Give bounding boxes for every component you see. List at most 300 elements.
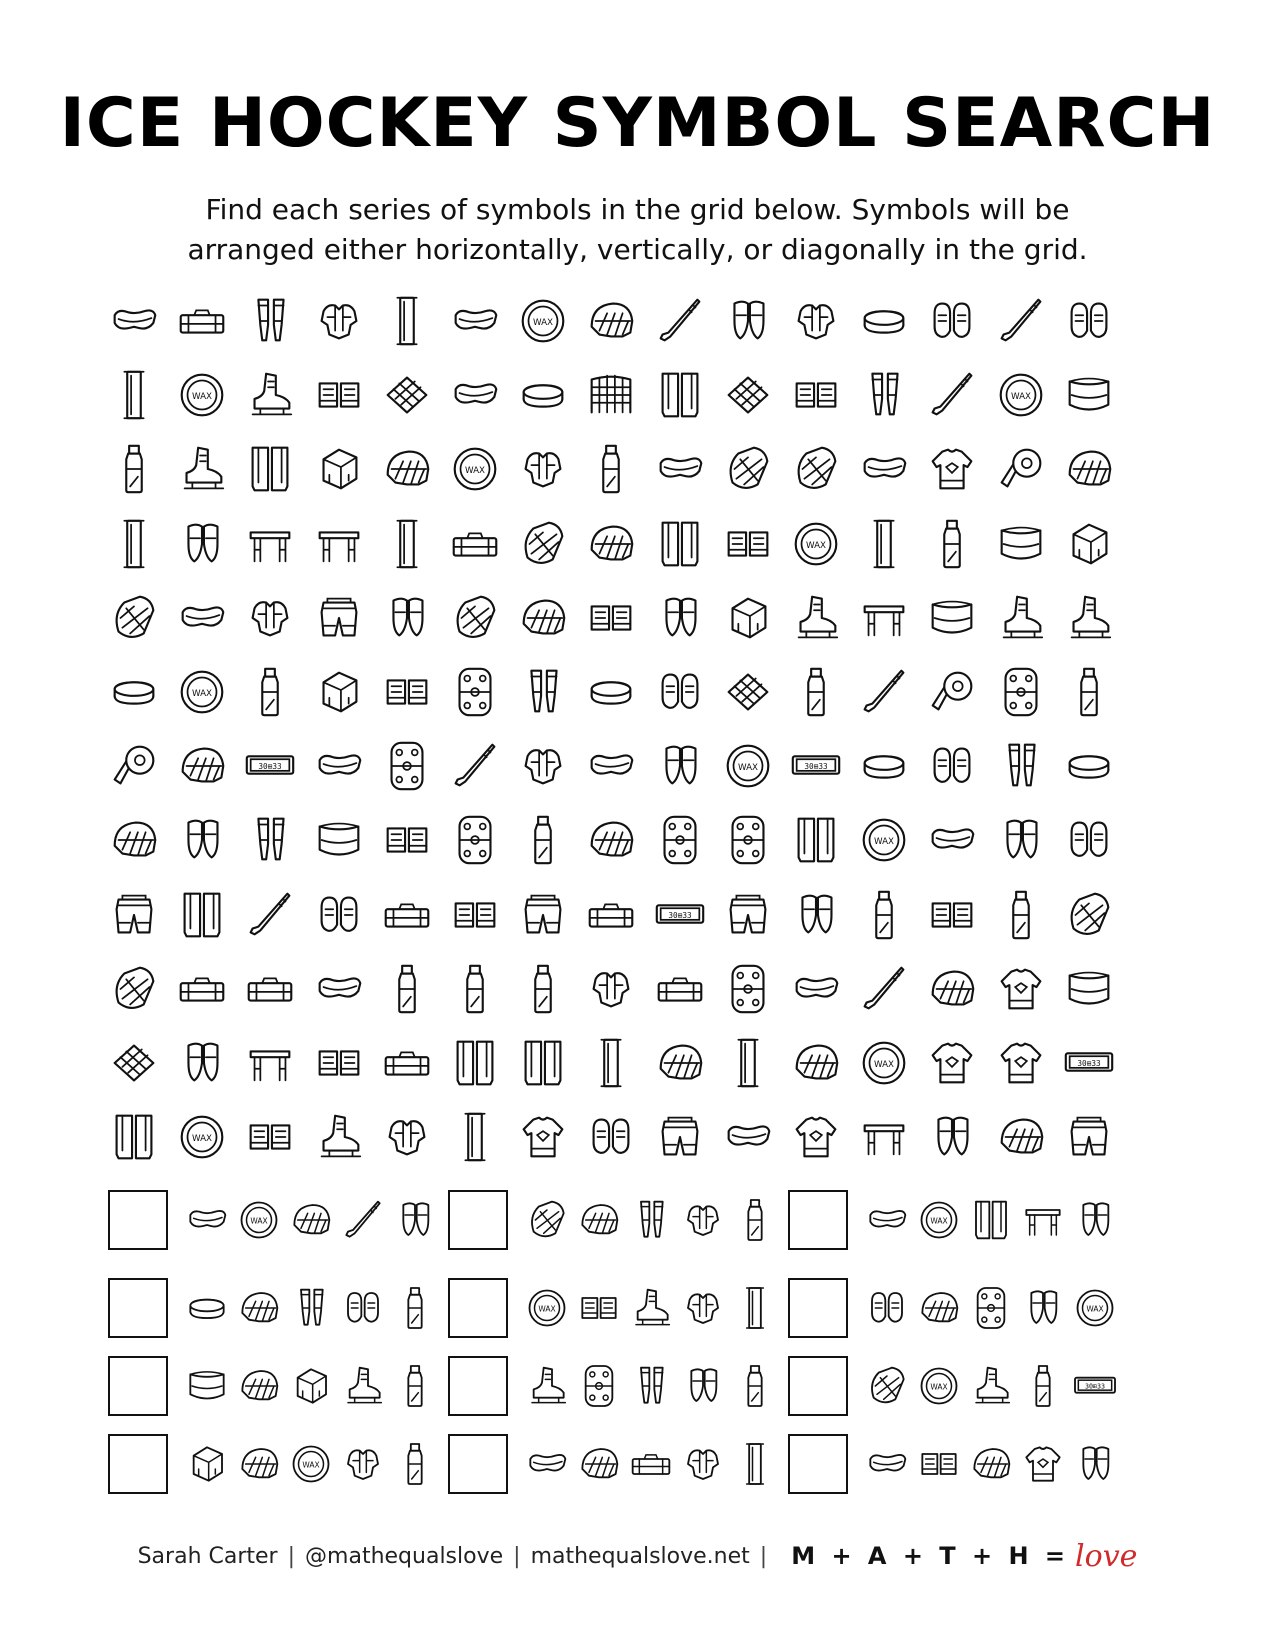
jersey-icon[interactable]	[923, 1034, 981, 1092]
author-name: Sarah Carter	[137, 1543, 278, 1569]
shin-guards-icon[interactable]	[173, 811, 231, 869]
socks-icon[interactable]	[514, 663, 572, 721]
socks-icon[interactable]	[241, 292, 299, 350]
gloves-icon[interactable]	[1060, 811, 1118, 869]
skate-icon[interactable]	[992, 589, 1050, 647]
water-bottle-icon[interactable]	[514, 960, 572, 1018]
gloves-icon[interactable]	[923, 292, 981, 350]
clue-symbol-sequence	[182, 1361, 442, 1411]
goalie-mask-icon[interactable]	[446, 589, 504, 647]
ice-cube-icon	[182, 1439, 232, 1489]
clue-symbol-sequence	[862, 1283, 1122, 1333]
mouthguard-icon	[862, 1439, 912, 1489]
shoulder-pads-icon	[678, 1195, 728, 1245]
skate-icon[interactable]	[241, 366, 299, 424]
wax-puck-icon[interactable]	[855, 811, 913, 869]
clue-symbol-sequence	[182, 1439, 442, 1489]
bench-icon[interactable]	[310, 515, 368, 573]
brand-love: love	[1075, 1538, 1138, 1574]
svg-text:WAX: WAX	[1086, 1304, 1104, 1314]
clue-symbol-sequence	[522, 1439, 782, 1489]
elbow-pads-icon[interactable]	[787, 366, 845, 424]
gloves-icon[interactable]	[1060, 292, 1118, 350]
mouthguard-icon[interactable]	[105, 292, 163, 350]
rink-icon	[574, 1361, 624, 1411]
checkbox[interactable]	[108, 1278, 168, 1338]
hockey-stick-icon[interactable]	[446, 737, 504, 795]
rink-icon[interactable]	[446, 811, 504, 869]
svg-text:WAX: WAX	[874, 837, 895, 848]
wax-puck-icon	[914, 1361, 964, 1411]
helmet-icon[interactable]	[173, 737, 231, 795]
tape-roll-icon[interactable]	[992, 440, 1050, 498]
helmet-icon[interactable]	[923, 960, 981, 1018]
elbow-pads-icon[interactable]	[378, 663, 436, 721]
water-bottle-icon[interactable]	[582, 440, 640, 498]
goalie-mask-icon	[522, 1195, 572, 1245]
bench-icon[interactable]	[855, 589, 913, 647]
ice-cube-icon[interactable]	[310, 440, 368, 498]
puck-icon[interactable]	[855, 737, 913, 795]
hockey-stick-icon[interactable]	[855, 960, 913, 1018]
hockey-stick-icon	[338, 1195, 388, 1245]
wax-puck-icon	[522, 1283, 572, 1333]
hockey-stick-icon[interactable]	[651, 292, 709, 350]
hockey-stick-icon[interactable]	[241, 886, 299, 944]
shoulder-pads-icon[interactable]	[582, 960, 640, 1018]
clue-item	[788, 1188, 1122, 1252]
goalie-pads-icon[interactable]	[105, 1108, 163, 1166]
jersey-icon[interactable]	[992, 960, 1050, 1018]
jersey-icon[interactable]	[787, 1108, 845, 1166]
clue-symbol-sequence	[182, 1283, 442, 1333]
goal-post-icon[interactable]	[719, 1034, 777, 1092]
equipment-bag-icon[interactable]	[651, 960, 709, 1018]
shin-guards-icon[interactable]	[719, 292, 777, 350]
goalie-mask-icon[interactable]	[514, 515, 572, 573]
svg-text:WAX: WAX	[533, 317, 554, 328]
goalie-mask-icon	[862, 1361, 912, 1411]
tape-roll-icon[interactable]	[105, 737, 163, 795]
socks-icon[interactable]	[241, 811, 299, 869]
footer	[0, 1536, 1275, 1576]
water-bottle-icon	[390, 1361, 440, 1411]
water-bottle-icon[interactable]	[787, 663, 845, 721]
hockey-pants-icon[interactable]	[651, 1108, 709, 1166]
svg-text:WAX: WAX	[192, 688, 213, 699]
helmet-icon[interactable]	[582, 515, 640, 573]
clue-symbol-sequence	[862, 1439, 1122, 1489]
mouthguard-icon	[182, 1195, 232, 1245]
towel-icon[interactable]	[719, 663, 777, 721]
hockey-pants-icon[interactable]	[719, 886, 777, 944]
water-bottle-icon[interactable]	[378, 960, 436, 1018]
checkbox[interactable]	[788, 1356, 848, 1416]
equipment-bag-icon[interactable]	[241, 960, 299, 1018]
wax-puck-icon[interactable]	[446, 440, 504, 498]
scoreboard-icon[interactable]	[1060, 1034, 1118, 1092]
water-bottle-icon[interactable]	[241, 663, 299, 721]
goalie-pads-icon[interactable]	[651, 515, 709, 573]
wax-puck-icon[interactable]	[719, 737, 777, 795]
helmet-icon	[234, 1283, 284, 1333]
mouthguard-icon[interactable]	[310, 960, 368, 1018]
skate-icon	[966, 1361, 1016, 1411]
wax-puck-icon[interactable]	[173, 1108, 231, 1166]
water-bottle-icon[interactable]	[1060, 663, 1118, 721]
goal-post-icon[interactable]	[855, 515, 913, 573]
skate-icon[interactable]	[1060, 589, 1118, 647]
checkbox[interactable]	[788, 1278, 848, 1338]
clue-item	[108, 1432, 442, 1496]
shoulder-pads-icon	[678, 1439, 728, 1489]
ice-cube-icon[interactable]	[1060, 515, 1118, 573]
checkbox[interactable]	[788, 1434, 848, 1494]
helmet-icon[interactable]	[651, 1034, 709, 1092]
clue-item	[448, 1188, 782, 1252]
goalie-pads-icon[interactable]	[241, 440, 299, 498]
instructions	[120, 190, 1155, 270]
elbow-pads-icon[interactable]	[923, 886, 981, 944]
shin-guards-icon	[1070, 1195, 1120, 1245]
helmet-icon	[574, 1195, 624, 1245]
mouthguard-icon[interactable]	[173, 589, 231, 647]
svg-text:WAX: WAX	[930, 1216, 948, 1226]
hockey-pants-icon[interactable]	[105, 886, 163, 944]
skate-icon	[522, 1361, 572, 1411]
goalie-pads-icon[interactable]	[173, 886, 231, 944]
equipment-bag-icon	[626, 1439, 676, 1489]
svg-text:WAX: WAX	[805, 540, 827, 551]
water-bottle-icon[interactable]	[923, 515, 981, 573]
goalie-pads-icon	[966, 1195, 1016, 1245]
water-bottle-icon	[730, 1195, 780, 1245]
equipment-bag-icon[interactable]	[173, 960, 231, 1018]
skate-icon	[338, 1361, 388, 1411]
rink-icon[interactable]	[719, 960, 777, 1018]
wax-puck-icon[interactable]	[787, 515, 845, 573]
svg-text:30⊞33: 30⊞33	[258, 762, 283, 772]
shin-guards-icon[interactable]	[173, 1034, 231, 1092]
checkbox[interactable]	[448, 1434, 508, 1494]
social-handle: @mathequalslove	[305, 1543, 504, 1569]
puck-icon[interactable]	[105, 663, 163, 721]
elbow-pads-icon[interactable]	[719, 515, 777, 573]
elbow-pads-icon[interactable]	[310, 1034, 368, 1092]
mouthguard-icon[interactable]	[446, 366, 504, 424]
skate-icon[interactable]	[173, 440, 231, 498]
svg-text:30⊞33: 30⊞33	[804, 762, 828, 772]
puck-icon[interactable]	[514, 366, 572, 424]
neck-guard-icon[interactable]	[310, 811, 368, 869]
hockey-pants-icon[interactable]	[514, 886, 572, 944]
equipment-bag-icon[interactable]	[378, 1034, 436, 1092]
water-bottle-icon	[1018, 1361, 1068, 1411]
checkbox[interactable]	[108, 1434, 168, 1494]
mouthguard-icon[interactable]	[787, 960, 845, 1018]
water-bottle-icon[interactable]	[992, 886, 1050, 944]
checkbox[interactable]	[448, 1190, 508, 1250]
instructions-line-1: Find each series of symbols in the grid below. Symbols will be	[205, 193, 1070, 226]
scoreboard-icon[interactable]	[651, 886, 709, 944]
helmet-icon[interactable]	[787, 1034, 845, 1092]
bench-icon	[1018, 1195, 1068, 1245]
shin-guards-icon[interactable]	[651, 589, 709, 647]
clue-item	[788, 1354, 1122, 1418]
scoreboard-icon[interactable]	[787, 737, 845, 795]
wax-puck-icon	[1070, 1283, 1120, 1333]
hockey-pants-icon[interactable]	[310, 589, 368, 647]
water-bottle-icon[interactable]	[105, 440, 163, 498]
clue-item	[108, 1188, 442, 1252]
wax-puck-icon[interactable]	[992, 366, 1050, 424]
wax-puck-icon[interactable]	[855, 1034, 913, 1092]
goalie-mask-icon[interactable]	[787, 440, 845, 498]
shoulder-pads-icon[interactable]	[787, 292, 845, 350]
goalie-pads-icon[interactable]	[514, 1034, 572, 1092]
puck-icon[interactable]	[855, 292, 913, 350]
rink-icon[interactable]	[719, 811, 777, 869]
wax-puck-icon	[234, 1195, 284, 1245]
shin-guards-icon	[678, 1361, 728, 1411]
hockey-pants-icon[interactable]	[1060, 1108, 1118, 1166]
svg-text:WAX: WAX	[302, 1460, 320, 1470]
shin-guards-icon[interactable]	[378, 589, 436, 647]
clue-list	[108, 1188, 1168, 1524]
helmet-icon	[234, 1439, 284, 1489]
shin-guards-icon[interactable]	[923, 1108, 981, 1166]
checkbox[interactable]	[108, 1356, 168, 1416]
footer-separator: |	[287, 1543, 296, 1569]
shoulder-pads-icon[interactable]	[514, 440, 572, 498]
mouthguard-icon[interactable]	[310, 737, 368, 795]
ice-cube-icon[interactable]	[310, 663, 368, 721]
mouthguard-icon[interactable]	[855, 440, 913, 498]
hockey-stick-icon[interactable]	[923, 366, 981, 424]
water-bottle-icon[interactable]	[446, 960, 504, 1018]
bench-icon[interactable]	[241, 515, 299, 573]
rink-icon[interactable]	[651, 811, 709, 869]
goal-post-icon	[730, 1439, 780, 1489]
svg-text:WAX: WAX	[192, 1134, 213, 1145]
clue-item	[448, 1276, 782, 1340]
helmet-icon[interactable]	[514, 589, 572, 647]
svg-text:WAX: WAX	[930, 1382, 948, 1392]
equipment-bag-icon[interactable]	[446, 515, 504, 573]
skate-icon[interactable]	[310, 1108, 368, 1166]
clue-item	[788, 1432, 1122, 1496]
shin-guards-icon	[1070, 1439, 1120, 1489]
wax-puck-icon	[286, 1439, 336, 1489]
shin-guards-icon	[390, 1195, 440, 1245]
mouthguard-icon[interactable]	[719, 1108, 777, 1166]
jersey-icon[interactable]	[992, 1034, 1050, 1092]
neck-guard-icon	[182, 1361, 232, 1411]
shin-guards-icon[interactable]	[787, 886, 845, 944]
mouthguard-icon	[862, 1195, 912, 1245]
mouthguard-icon[interactable]	[582, 737, 640, 795]
equipment-bag-icon[interactable]	[582, 886, 640, 944]
clue-item	[108, 1276, 442, 1340]
socks-icon	[286, 1283, 336, 1333]
wax-puck-icon[interactable]	[173, 663, 231, 721]
socks-icon	[626, 1195, 676, 1245]
tape-roll-icon[interactable]	[923, 663, 981, 721]
goalie-mask-icon[interactable]	[1060, 886, 1118, 944]
hockey-stick-icon[interactable]	[855, 663, 913, 721]
puck-icon[interactable]	[1060, 737, 1118, 795]
helmet-icon[interactable]	[992, 1108, 1050, 1166]
shoulder-pads-icon	[338, 1439, 388, 1489]
water-bottle-icon[interactable]	[514, 811, 572, 869]
svg-text:WAX: WAX	[464, 466, 486, 477]
mouthguard-icon[interactable]	[651, 440, 709, 498]
brand-logo: M + A + T + H =	[791, 1542, 1070, 1570]
checkbox[interactable]	[448, 1278, 508, 1338]
elbow-pads-icon[interactable]	[241, 1108, 299, 1166]
neck-guard-icon[interactable]	[992, 515, 1050, 573]
mouthguard-icon[interactable]	[923, 811, 981, 869]
helmet-icon	[914, 1283, 964, 1333]
svg-text:WAX: WAX	[192, 392, 213, 403]
goalie-mask-icon[interactable]	[719, 440, 777, 498]
clue-item	[448, 1432, 782, 1496]
equipment-bag-icon[interactable]	[378, 886, 436, 944]
footer-separator: |	[513, 1543, 521, 1569]
goalie-mask-icon[interactable]	[105, 589, 163, 647]
shin-guards-icon[interactable]	[173, 515, 231, 573]
elbow-pads-icon[interactable]	[310, 366, 368, 424]
neck-guard-icon[interactable]	[1060, 366, 1118, 424]
instructions-line-2: arranged either horizontally, vertically, or diagonally in the grid.	[187, 233, 1088, 266]
goal-post-icon[interactable]	[446, 1108, 504, 1166]
clue-symbol-sequence	[522, 1283, 782, 1333]
bench-icon[interactable]	[855, 1108, 913, 1166]
helmet-icon	[286, 1195, 336, 1245]
shoulder-pads-icon[interactable]	[378, 1108, 436, 1166]
helmet-icon[interactable]	[378, 440, 436, 498]
mouthguard-icon	[522, 1439, 572, 1489]
socks-icon	[626, 1361, 676, 1411]
helmet-icon[interactable]	[582, 292, 640, 350]
checkbox[interactable]	[108, 1190, 168, 1250]
goalie-pads-icon[interactable]	[446, 1034, 504, 1092]
goal-post-icon[interactable]	[105, 366, 163, 424]
hockey-stick-icon[interactable]	[992, 292, 1050, 350]
checkbox[interactable]	[448, 1356, 508, 1416]
shoulder-pads-icon[interactable]	[514, 737, 572, 795]
shoulder-pads-icon[interactable]	[241, 589, 299, 647]
svg-text:WAX: WAX	[538, 1304, 556, 1314]
rink-icon[interactable]	[378, 737, 436, 795]
goalie-mask-icon[interactable]	[105, 960, 163, 1018]
wax-puck-icon	[914, 1195, 964, 1245]
clue-symbol-sequence	[182, 1195, 442, 1245]
goalie-pads-icon[interactable]	[787, 811, 845, 869]
website-link: mathequalslove.net	[530, 1543, 750, 1569]
goal-post-icon[interactable]	[582, 1034, 640, 1092]
towel-icon[interactable]	[719, 366, 777, 424]
helmet-icon	[234, 1361, 284, 1411]
socks-icon[interactable]	[992, 737, 1050, 795]
jersey-icon	[1018, 1439, 1068, 1489]
mouthguard-icon[interactable]	[446, 292, 504, 350]
gloves-icon[interactable]	[923, 737, 981, 795]
neck-guard-icon[interactable]	[923, 589, 981, 647]
helmet-icon[interactable]	[1060, 440, 1118, 498]
goal-net-icon[interactable]	[582, 366, 640, 424]
ice-cube-icon[interactable]	[719, 589, 777, 647]
goalie-pads-icon[interactable]	[651, 366, 709, 424]
svg-text:30⊞33: 30⊞33	[1077, 1058, 1101, 1068]
gloves-icon[interactable]	[310, 886, 368, 944]
towel-icon[interactable]	[378, 366, 436, 424]
shoulder-pads-icon[interactable]	[310, 292, 368, 350]
elbow-pads-icon[interactable]	[446, 886, 504, 944]
goal-post-icon[interactable]	[105, 515, 163, 573]
elbow-pads-icon	[914, 1439, 964, 1489]
gloves-icon	[338, 1283, 388, 1333]
wax-puck-icon[interactable]	[173, 366, 231, 424]
jersey-icon[interactable]	[514, 1108, 572, 1166]
clue-item	[448, 1354, 782, 1418]
helmet-icon	[574, 1439, 624, 1489]
towel-icon[interactable]	[105, 1034, 163, 1092]
rink-icon[interactable]	[446, 663, 504, 721]
svg-text:WAX: WAX	[737, 763, 758, 774]
scoreboard-icon[interactable]	[241, 737, 299, 795]
goal-post-icon[interactable]	[378, 292, 436, 350]
jersey-icon[interactable]	[923, 440, 981, 498]
elbow-pads-icon[interactable]	[378, 811, 436, 869]
gloves-icon[interactable]	[582, 1108, 640, 1166]
elbow-pads-icon[interactable]	[582, 589, 640, 647]
bench-icon[interactable]	[241, 1034, 299, 1092]
wax-puck-icon[interactable]	[514, 292, 572, 350]
elbow-pads-icon	[574, 1283, 624, 1333]
helmet-icon	[966, 1439, 1016, 1489]
checkbox[interactable]	[788, 1190, 848, 1250]
water-bottle-icon[interactable]	[855, 886, 913, 944]
gloves-icon	[862, 1283, 912, 1333]
water-bottle-icon	[390, 1439, 440, 1489]
shin-guards-icon[interactable]	[992, 811, 1050, 869]
svg-text:WAX: WAX	[1010, 392, 1031, 403]
ice-cube-icon	[286, 1361, 336, 1411]
helmet-icon[interactable]	[582, 811, 640, 869]
helmet-icon[interactable]	[105, 811, 163, 869]
svg-text:WAX: WAX	[874, 1059, 895, 1070]
rink-icon[interactable]	[992, 663, 1050, 721]
skate-icon[interactable]	[787, 589, 845, 647]
svg-text:30⊞33: 30⊞33	[667, 910, 692, 920]
clue-symbol-sequence	[862, 1361, 1122, 1411]
neck-guard-icon[interactable]	[1060, 960, 1118, 1018]
clue-symbol-sequence	[522, 1361, 782, 1411]
water-bottle-icon	[730, 1361, 780, 1411]
goal-post-icon[interactable]	[378, 515, 436, 573]
socks-icon[interactable]	[855, 366, 913, 424]
shin-guards-icon[interactable]	[651, 737, 709, 795]
page-title: ICE HOCKEY SYMBOL SEARCH	[59, 84, 1216, 163]
clue-item	[108, 1354, 442, 1418]
footer-separator: |	[759, 1543, 768, 1569]
equipment-bag-icon[interactable]	[173, 292, 231, 350]
puck-icon[interactable]	[582, 663, 640, 721]
svg-text:30⊞33: 30⊞33	[1084, 1382, 1106, 1391]
gloves-icon[interactable]	[651, 663, 709, 721]
symbol-grid	[105, 292, 1170, 1164]
